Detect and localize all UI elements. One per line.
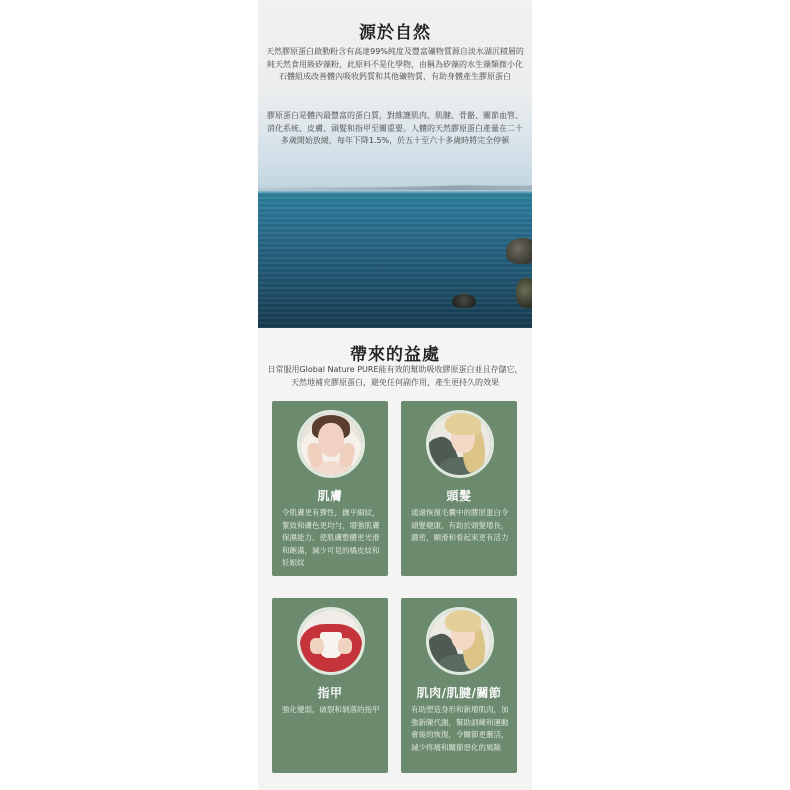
rock	[452, 294, 476, 308]
rock	[506, 238, 532, 264]
horizon-land	[258, 184, 532, 190]
benefit-card-title: 肌膚	[317, 489, 343, 503]
nature-paragraph-1: 天然膠原蛋白啟動粉含有高達99%純度及豐富礦物質源自淡水湖沉積層的純天然食用級矽藻粉，此原料不是化學物，由稱為矽藻的水生藻類微小化石體組成改善體內吸收鈣質和其他礦物質，有助身體產生膠原蛋白	[266, 47, 524, 81]
benefit-card-title: 頭髮	[446, 489, 472, 503]
nature-hero-section	[258, 0, 532, 328]
nature-title: 源於自然	[359, 23, 431, 43]
benefit-card-nails	[272, 598, 388, 773]
benefit-card-title: 肌肉/肌腱/關節	[416, 686, 502, 700]
nature-paragraph-2: 膠原蛋白是體內最豐富的蛋白質，對維護肌肉、肌腱、骨骼、關節血管、消化系統、皮膚、頭髮和指甲至關重要。人體的天然膠原蛋白產量在二十多歲開始放緩，每年下降1.5%，於五十至六十多歲時將完全停頓	[267, 111, 523, 145]
benefit-card-muscle	[401, 598, 517, 773]
benefit-card-title: 指甲	[317, 686, 343, 700]
benefits-subtitle: 日常服用Global Nature PURE能有效的幫助吸收膠原蛋白並且存儲它，天然地補充膠原蛋白，避免任何副作用，產生更持久的效果	[267, 365, 523, 387]
woman-hair-icon	[426, 410, 494, 478]
rock	[516, 278, 532, 308]
content-column	[258, 0, 532, 790]
woman-stretch-icon	[426, 607, 494, 675]
benefit-card-body: 有助塑造身形和新增肌肉，加強新陳代謝，幫助訓練和運動會後的恢復，令關節更靈活，減少疼痛和關節惡化的風險	[411, 705, 509, 752]
woman-face-icon	[297, 410, 365, 478]
benefit-card-body: 令肌膚更有彈性，撫平細紋，緊致和膚色更均勻，增強肌膚保濕能力，使肌膚整體更光滑和飽滿，減少可見的橘皮紋和妊娠紋	[282, 508, 380, 567]
benefit-card-body: 強化變弱，破裂和剝落的指甲	[282, 705, 380, 714]
benefit-card-body: 通過恢復毛囊中的膠原蛋白令頭髮健康，有助於頭髮增長，濃密，順滑和看起來更有活力	[411, 508, 509, 542]
benefit-card-hair	[401, 401, 517, 576]
benefit-card-skin	[272, 401, 388, 576]
water-ripples	[258, 192, 532, 328]
benefits-title: 帶來的益處	[350, 345, 440, 365]
hands-cup-icon	[297, 607, 365, 675]
